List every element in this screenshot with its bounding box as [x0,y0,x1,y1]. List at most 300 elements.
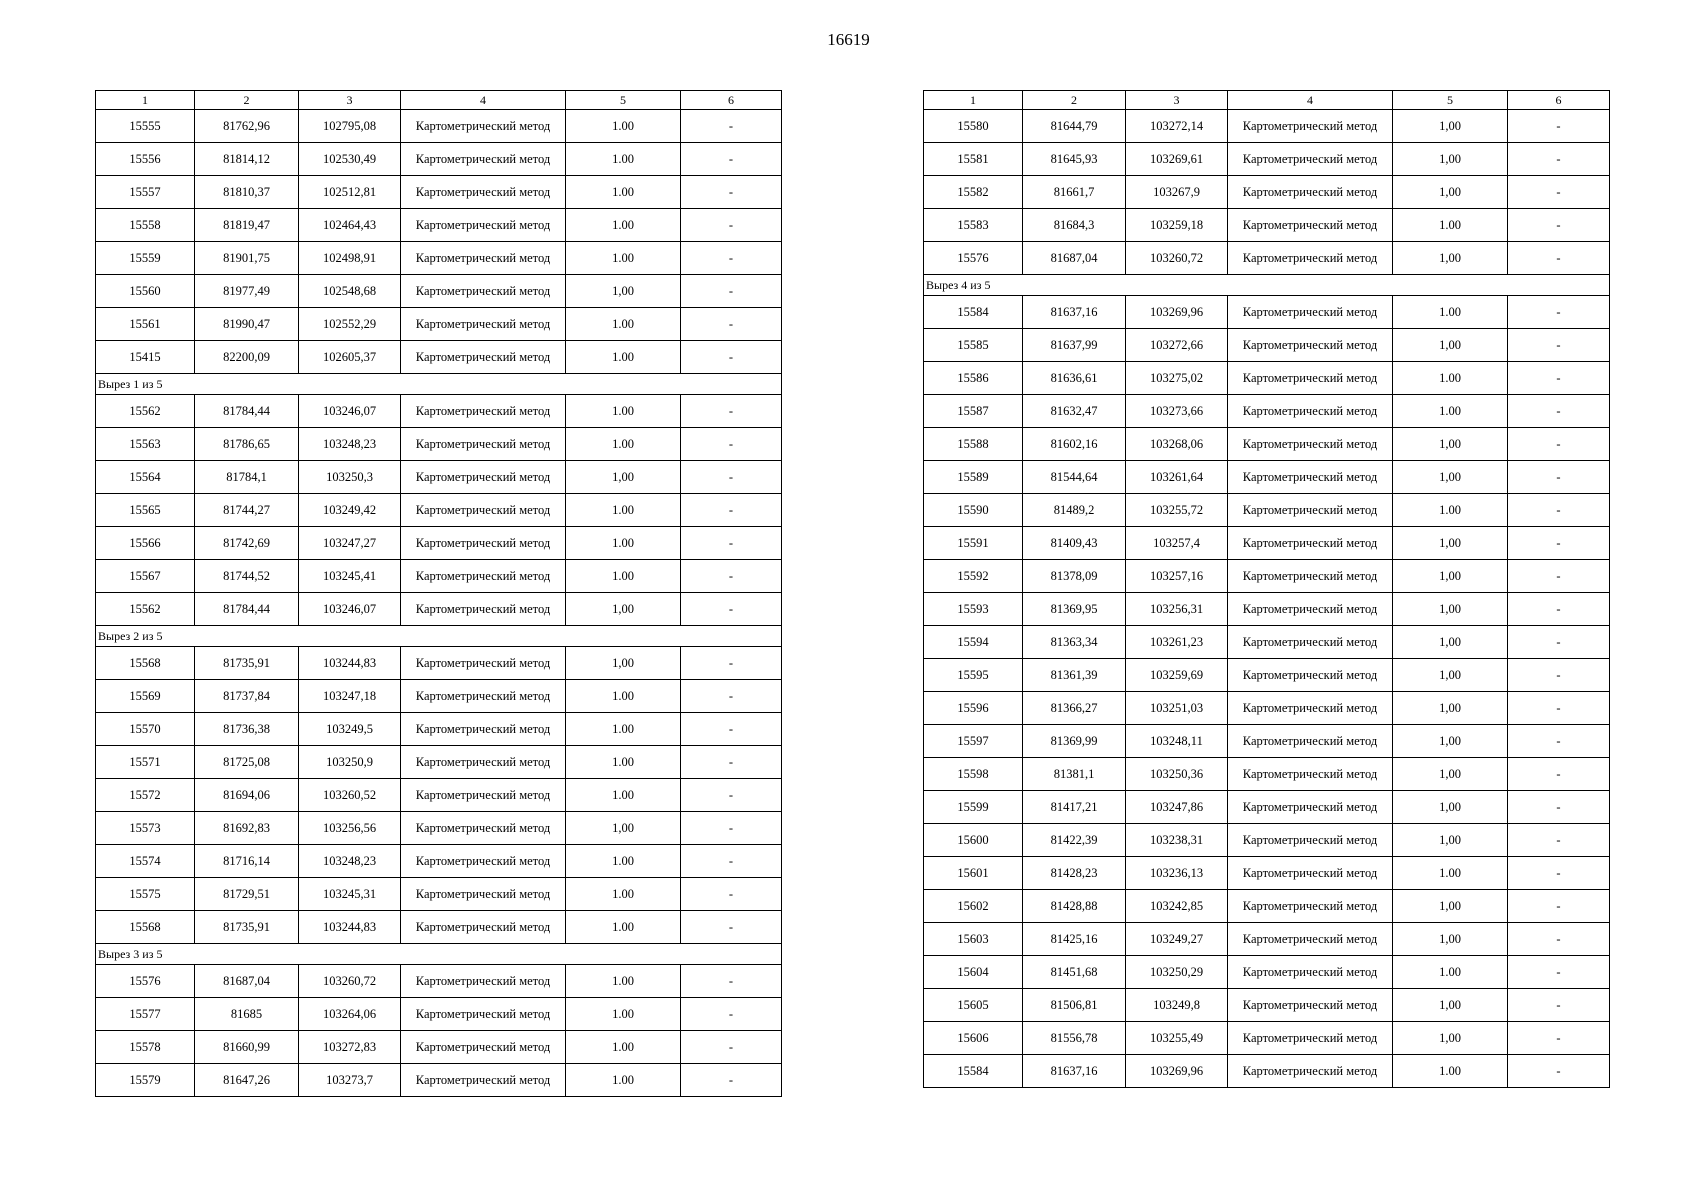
table-cell: 102552,29 [299,308,401,341]
table-cell: 1.00 [1393,395,1508,428]
table-cell: - [681,308,782,341]
table-cell: - [681,998,782,1031]
table-cell: - [1508,923,1610,956]
table-row [924,989,1610,1022]
table-cell: 103255,49 [1126,1022,1228,1055]
table-row [924,362,1610,395]
table-cell: 102795,08 [299,110,401,143]
table-row [924,494,1610,527]
table-row [924,395,1610,428]
table-cell: 1.00 [566,680,681,713]
table-cell: 1.00 [566,341,681,374]
table-cell: Картометрический метод [1228,395,1393,428]
table-cell: 103260,72 [1126,242,1228,275]
section-label: Вырез 2 из 5 [96,626,782,647]
table-cell: 102530,49 [299,143,401,176]
table-cell: Картометрический метод [401,242,566,275]
table-cell: 1,00 [1393,626,1508,659]
table-cell: Картометрический метод [1228,143,1393,176]
table-cell: 103248,23 [299,845,401,878]
table-cell: Картометрический метод [401,1064,566,1097]
table-cell: 15582 [924,176,1023,209]
table-cell: 15573 [96,812,195,845]
table-cell: 15590 [924,494,1023,527]
table-cell: 15603 [924,923,1023,956]
table-cell: 81762,96 [195,110,299,143]
table-cell: 15574 [96,845,195,878]
table-row [924,209,1610,242]
table-cell: Картометрический метод [401,275,566,308]
table-cell: - [1508,461,1610,494]
table-cell: 15555 [96,110,195,143]
table-cell: 1,00 [1393,329,1508,362]
table-cell: 15570 [96,713,195,746]
table-cell: 15599 [924,791,1023,824]
table-cell: 15584 [924,1055,1023,1088]
table-cell: 1.00 [1393,857,1508,890]
table-cell: Картометрический метод [1228,560,1393,593]
table-cell: 81645,93 [1023,143,1126,176]
table-cell: 103248,23 [299,428,401,461]
table-cell: 15592 [924,560,1023,593]
table-row [924,1055,1610,1088]
table-cell: 1.00 [566,845,681,878]
table-row [924,725,1610,758]
table-cell: - [1508,626,1610,659]
table-cell: 103261,64 [1126,461,1228,494]
table-cell: - [1508,560,1610,593]
table-cell: 1,00 [1393,428,1508,461]
table-cell: 1.00 [566,560,681,593]
table-cell: 1,00 [1393,242,1508,275]
table-cell: 1,00 [566,812,681,845]
table-cell: 81737,84 [195,680,299,713]
table-cell: 1,00 [1393,461,1508,494]
table-row [924,560,1610,593]
table-cell: 103247,27 [299,527,401,560]
table-cell: 103269,96 [1126,296,1228,329]
table-cell: 1,00 [1393,1022,1508,1055]
table-cell: - [1508,296,1610,329]
table-cell: Картометрический метод [401,713,566,746]
table-cell: Картометрический метод [1228,461,1393,494]
table-cell: 1.00 [566,209,681,242]
table-row [924,692,1610,725]
table-cell: - [681,1064,782,1097]
table-cell: 1,00 [1393,791,1508,824]
table-cell: - [681,680,782,713]
table-cell: 15571 [96,746,195,779]
table-cell: 103261,23 [1126,626,1228,659]
table-cell: 81744,27 [195,494,299,527]
table-cell: - [1508,791,1610,824]
table-cell: 81814,12 [195,143,299,176]
table-cell: 15580 [924,110,1023,143]
table-cell: 15587 [924,395,1023,428]
table-cell: Картометрический метод [1228,824,1393,857]
table-cell: Картометрический метод [401,779,566,812]
table-row [924,329,1610,362]
table-row [96,494,782,527]
table-cell: 81636,61 [1023,362,1126,395]
table-cell: - [1508,362,1610,395]
table-row [96,911,782,944]
table-cell: 15568 [96,647,195,680]
table-cell: 1,00 [1393,890,1508,923]
table-cell: 15563 [96,428,195,461]
table-row [96,176,782,209]
table-cell: 81544,64 [1023,461,1126,494]
table-cell: 103272,83 [299,1031,401,1064]
table-cell: 81729,51 [195,878,299,911]
table-cell: - [1508,1022,1610,1055]
table-cell: Картометрический метод [1228,494,1393,527]
table-cell: - [681,275,782,308]
section-row [924,275,1610,296]
table-cell: Картометрический метод [1228,428,1393,461]
table-cell: 102512,81 [299,176,401,209]
table-cell: 81744,52 [195,560,299,593]
table-cell: 81637,16 [1023,296,1126,329]
table-cell: 81637,99 [1023,329,1126,362]
table-cell: - [1508,428,1610,461]
table-cell: 1,00 [1393,923,1508,956]
table-cell: Картометрический метод [1228,758,1393,791]
table-cell: Картометрический метод [1228,659,1393,692]
table-cell: - [681,812,782,845]
table-row [96,1064,782,1097]
table-cell: 103250,36 [1126,758,1228,791]
table-row [924,461,1610,494]
table-cell: 81684,3 [1023,209,1126,242]
header-row [924,91,1610,110]
table-cell: - [1508,110,1610,143]
table-cell: Картометрический метод [1228,209,1393,242]
table-cell: - [681,779,782,812]
table-cell: 15589 [924,461,1023,494]
table-cell: 1,00 [1393,176,1508,209]
table-cell: 1.00 [566,395,681,428]
table-row [96,779,782,812]
table-cell: 103245,31 [299,878,401,911]
table-cell: - [681,494,782,527]
table-row [924,1022,1610,1055]
table-cell: 81990,47 [195,308,299,341]
table-cell: 15585 [924,329,1023,362]
table-cell: - [1508,209,1610,242]
table-cell: 1,00 [1393,692,1508,725]
table-cell: 15576 [96,965,195,998]
table-cell: 81425,16 [1023,923,1126,956]
table-cell: 1.00 [1393,362,1508,395]
table-cell: 103256,56 [299,812,401,845]
table-cell: - [1508,659,1610,692]
table-cell: - [1508,494,1610,527]
table-cell: Картометрический метод [401,593,566,626]
column-header: 5 [566,91,681,110]
table-cell: - [1508,329,1610,362]
table-row [924,527,1610,560]
table-cell: 103238,31 [1126,824,1228,857]
table-cell: 1.00 [566,878,681,911]
table-cell: - [681,1031,782,1064]
table-cell: 103248,11 [1126,725,1228,758]
table-cell: Картометрический метод [401,143,566,176]
table-cell: - [681,878,782,911]
table-cell: 81489,2 [1023,494,1126,527]
table-cell: 15578 [96,1031,195,1064]
table-cell: - [1508,857,1610,890]
table-cell: 1,00 [566,593,681,626]
table-row [924,824,1610,857]
table-cell: - [1508,758,1610,791]
table-cell: Картометрический метод [1228,527,1393,560]
table-cell: 81417,21 [1023,791,1126,824]
table-cell: Картометрический метод [401,911,566,944]
table-cell: Картометрический метод [401,965,566,998]
table-row [924,659,1610,692]
table-cell: Картометрический метод [1228,956,1393,989]
table-cell: - [681,176,782,209]
table-cell: 1,00 [566,647,681,680]
table-cell: Картометрический метод [401,209,566,242]
table-cell: Картометрический метод [401,647,566,680]
table-cell: Картометрический метод [1228,1022,1393,1055]
table-cell: Картометрический метод [1228,626,1393,659]
table-cell: 15597 [924,725,1023,758]
table-row [924,758,1610,791]
table-cell: - [681,746,782,779]
table-cell: 15575 [96,878,195,911]
table-cell: 15567 [96,560,195,593]
table-cell: - [1508,176,1610,209]
table-cell: - [1508,143,1610,176]
table-cell: Картометрический метод [1228,329,1393,362]
table-cell: - [681,428,782,461]
table-cell: 1,00 [1393,527,1508,560]
table-row [924,242,1610,275]
table-cell: 102464,43 [299,209,401,242]
table-cell: 103260,52 [299,779,401,812]
table-cell: 81369,95 [1023,593,1126,626]
table-cell: 81422,39 [1023,824,1126,857]
table-cell: 81556,78 [1023,1022,1126,1055]
table-cell: 103247,18 [299,680,401,713]
table-cell: 81977,49 [195,275,299,308]
table-cell: 15577 [96,998,195,1031]
table-cell: 1.00 [566,1031,681,1064]
table-cell: 103247,86 [1126,791,1228,824]
table-row [96,1031,782,1064]
table-cell: 1.00 [566,911,681,944]
table-cell: 1,00 [1393,824,1508,857]
table-cell: 81451,68 [1023,956,1126,989]
table-row [924,857,1610,890]
table-cell: 81742,69 [195,527,299,560]
table-cell: 81428,88 [1023,890,1126,923]
table-cell: 15562 [96,593,195,626]
table-cell: 15600 [924,824,1023,857]
column-header: 6 [681,91,782,110]
table-cell: 103245,41 [299,560,401,593]
table-cell: 103272,14 [1126,110,1228,143]
table-cell: 103267,9 [1126,176,1228,209]
table-cell: Картометрический метод [401,845,566,878]
table-cell: 102605,37 [299,341,401,374]
table-cell: - [1508,527,1610,560]
table-cell: 103268,06 [1126,428,1228,461]
table-cell: Картометрический метод [401,461,566,494]
column-header: 4 [1228,91,1393,110]
table-cell: 81810,37 [195,176,299,209]
table-cell: Картометрический метод [1228,791,1393,824]
table-cell: 15569 [96,680,195,713]
table-cell: 1.00 [566,527,681,560]
column-header: 1 [924,91,1023,110]
table-cell: 81716,14 [195,845,299,878]
table-cell: 82200,09 [195,341,299,374]
table-cell: 15604 [924,956,1023,989]
table-cell: 1,00 [1393,758,1508,791]
table-row [96,209,782,242]
table-cell: 1,00 [1393,560,1508,593]
table-row [96,110,782,143]
table-cell: 1,00 [566,275,681,308]
table-cell: Картометрический метод [401,494,566,527]
table-cell: 15572 [96,779,195,812]
table-cell: 81369,99 [1023,725,1126,758]
table-cell: Картометрический метод [401,527,566,560]
table-cell: 81660,99 [195,1031,299,1064]
table-cell: 103259,69 [1126,659,1228,692]
table-cell: 1.00 [1393,209,1508,242]
table-cell: Картометрический метод [1228,242,1393,275]
table-cell: 103249,8 [1126,989,1228,1022]
table-cell: 1.00 [566,428,681,461]
table-cell: 103244,83 [299,911,401,944]
table-cell: 15558 [96,209,195,242]
table-cell: 81784,1 [195,461,299,494]
section-label: Вырез 3 из 5 [96,944,782,965]
table-cell: 102498,91 [299,242,401,275]
table-cell: Картометрический метод [1228,857,1393,890]
table-cell: 81361,39 [1023,659,1126,692]
section-row [96,944,782,965]
table-cell: - [681,143,782,176]
table-cell: Картометрический метод [1228,890,1393,923]
table-cell: 103250,29 [1126,956,1228,989]
table-cell: 81366,27 [1023,692,1126,725]
table-cell: Картометрический метод [1228,176,1393,209]
table-row [96,395,782,428]
coordinates-table-left [95,90,782,1097]
table-cell: 15579 [96,1064,195,1097]
table-cell: 15605 [924,989,1023,1022]
table-cell: 1.00 [566,713,681,746]
table-cell: 15581 [924,143,1023,176]
table-cell: 81819,47 [195,209,299,242]
table-row [96,341,782,374]
table-row [924,428,1610,461]
table-cell: 15564 [96,461,195,494]
section-label: Вырез 1 из 5 [96,374,782,395]
table-row [96,746,782,779]
table-cell: - [681,845,782,878]
table-row [96,461,782,494]
table-cell: Картометрический метод [401,395,566,428]
table-cell: Картометрический метод [401,680,566,713]
table-cell: 1.00 [1393,956,1508,989]
table-cell: 15560 [96,275,195,308]
table-cell: 103257,4 [1126,527,1228,560]
table-cell: 1,00 [1393,110,1508,143]
table-cell: 102548,68 [299,275,401,308]
table-cell: - [1508,692,1610,725]
table-cell: 1.00 [566,110,681,143]
table-row [924,956,1610,989]
table-cell: 103244,83 [299,647,401,680]
table-cell: 1.00 [566,779,681,812]
table-cell: Картометрический метод [401,110,566,143]
section-label: Вырез 4 из 5 [924,275,1610,296]
table-row [924,593,1610,626]
table-cell: 15556 [96,143,195,176]
table-cell: 103236,13 [1126,857,1228,890]
table-cell: 15588 [924,428,1023,461]
table-cell: 15557 [96,176,195,209]
table-cell: 81409,43 [1023,527,1126,560]
table-cell: - [681,911,782,944]
table-cell: 15606 [924,1022,1023,1055]
table-cell: 1,00 [1393,725,1508,758]
table-row [96,428,782,461]
table-cell: 81363,34 [1023,626,1126,659]
column-header: 3 [1126,91,1228,110]
table-cell: 103259,18 [1126,209,1228,242]
table-row [96,812,782,845]
table-row [924,143,1610,176]
table-cell: 81661,7 [1023,176,1126,209]
table-cell: 15568 [96,911,195,944]
table-row [96,647,782,680]
table-cell: 15562 [96,395,195,428]
table-cell: - [681,209,782,242]
table-cell: 15602 [924,890,1023,923]
table-cell: 1.00 [566,746,681,779]
table-cell: Картометрический метод [401,998,566,1031]
table-cell: 103242,85 [1126,890,1228,923]
table-cell: 15584 [924,296,1023,329]
table-cell: 1.00 [566,242,681,275]
table-cell: 103272,66 [1126,329,1228,362]
table-cell: 1,00 [1393,143,1508,176]
table-cell: 81725,08 [195,746,299,779]
table-row [924,626,1610,659]
table-cell: - [681,242,782,275]
table-row [924,176,1610,209]
table-cell: 81784,44 [195,593,299,626]
table-cell: 81428,23 [1023,857,1126,890]
table-cell: 81735,91 [195,647,299,680]
table-cell: Картометрический метод [401,878,566,911]
table-row [924,296,1610,329]
column-header: 5 [1393,91,1508,110]
table-cell: Картометрический метод [1228,692,1393,725]
table-row [924,890,1610,923]
table-cell: - [681,461,782,494]
column-header: 2 [195,91,299,110]
table-cell: 15601 [924,857,1023,890]
